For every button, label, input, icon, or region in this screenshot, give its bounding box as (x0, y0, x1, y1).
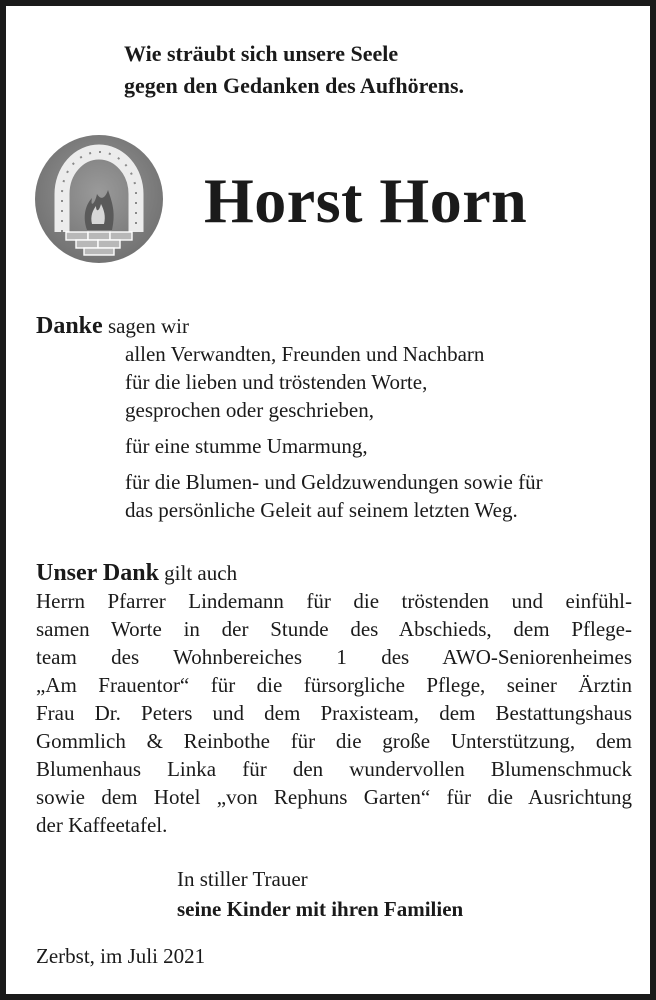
special-thanks-line: Herrn Pfarrer Lindemann für die tröstenden und einfühl- (36, 589, 632, 613)
thanks-line: für die lieben und tröstenden Worte, (125, 370, 428, 394)
closing-family: seine Kinder mit ihren Familien (177, 897, 464, 921)
special-thanks-lead-rest: gilt auch (164, 561, 238, 585)
special-thanks-line: sowie dem Hotel „von Rephuns Garten“ für die Ausrichtung (36, 785, 632, 809)
closing-line: In stiller Trauer (177, 867, 308, 891)
thanks-line: für die Blumen- und Geldzuwendungen sowie für (125, 470, 543, 494)
thanks-line: gesprochen oder geschrieben, (125, 398, 374, 422)
special-thanks-line: Blumenhaus Linka für den wundervollen Blumenschmuck (36, 757, 632, 781)
thanks-lead-rest: sagen wir (107, 314, 189, 338)
motto-quote (124, 38, 464, 102)
thanks-body (125, 340, 636, 524)
thanks-line: für eine stumme Umarmung, (125, 434, 368, 458)
special-thanks-lead: Unser Dank (36, 560, 159, 586)
thanks-line: das persönliche Geleit auf seinem letzten Weg. (125, 498, 518, 522)
horseshoe-emblem-icon (32, 132, 166, 266)
special-thanks-line: team des Wohnbereiches 1 des AWO-Seniorenheimes (36, 645, 632, 669)
motto-line-2: gegen den Gedanken des Aufhörens. (124, 73, 465, 98)
special-thanks-lead-line (36, 559, 632, 587)
thanks-section (36, 312, 636, 524)
place-date: Zerbst, im Juli 2021 (36, 944, 206, 968)
special-thanks-section (36, 559, 632, 839)
special-thanks-line: samen Worte in der Stunde des Abschieds, dem Pflege- (36, 617, 632, 641)
special-thanks-line: „Am Frauentor“ für die fürsorgliche Pflege, seiner Ärztin (36, 673, 632, 697)
thanks-line: allen Verwandten, Freunden und Nachbarn (125, 342, 485, 366)
thanks-lead: Danke (36, 313, 103, 339)
special-thanks-line: Frau Dr. Peters und dem Praxisteam, dem Bestattungshaus (36, 701, 632, 725)
special-thanks-line: der Kaffeetafel. (36, 813, 168, 837)
motto-line-1: Wie sträubt sich unsere Seele (124, 41, 399, 66)
special-thanks-line: Gommlich & Reinbothe für die große Unterstützung, dem (36, 729, 632, 753)
closing-signature (177, 864, 463, 924)
deceased-name: Horst Horn (204, 165, 528, 236)
thanks-lead-line (36, 312, 636, 340)
